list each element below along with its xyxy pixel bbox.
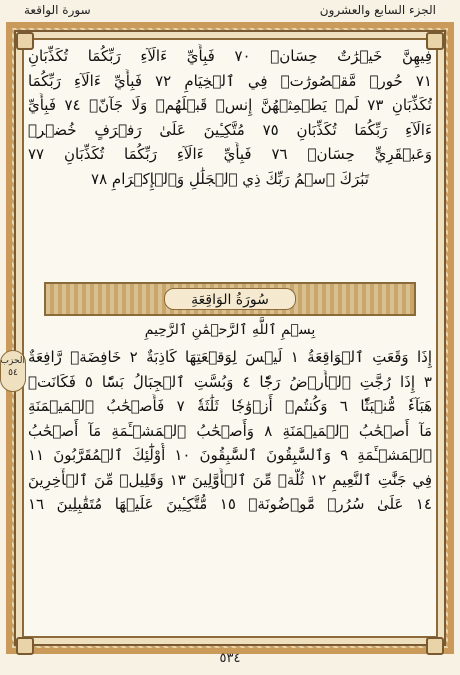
verse-line: ٧١ حُورٞ مَّقۡصُورَٰتٞ فِي ٱلۡخِيَامِ ٧٢ فَبِأَيِّ ءَالَآءِ رَبِّكُمَا xyxy=(28,71,432,90)
verse-line: مَآ أَصۡحَٰبُ ٱلۡمَيۡمَنَةِ ٨ وَأَصۡحَٰبُ ٱلۡمَشۡـَٔمَةِ مَآ أَصۡحَٰبُ xyxy=(28,421,432,440)
verse-line: ٣ إِذَا رُجَّتِ ٱلۡأَرۡضُ رَجّٗا ٤ وَبُسَّتِ ٱلۡجِبَالُ بَسّٗا ٥ فَكَانَتۡ xyxy=(28,372,432,391)
page-number: ٥٣٤ xyxy=(219,651,241,666)
surah-title: سُورَةُ الوَاقِعَةِ xyxy=(164,288,296,310)
corner-ornament-icon xyxy=(426,637,444,655)
hizb-label: الحزب xyxy=(0,356,25,366)
hizb-marker xyxy=(0,350,26,392)
surah-header-label: سورة الواقعة xyxy=(24,3,91,17)
verse-line: تَبَٰرَكَ ٱسۡمُ رَبِّكَ ذِي ٱلۡجَلَٰلِ وَٱلۡإِكۡرَامِ ٧٨ xyxy=(91,169,369,188)
verses-bottom-block xyxy=(28,345,432,517)
verse-line: ١٤ عَلَىٰ سُرُرٖ مَّوۡضُونَةٖ ١٥ مُّتَّكِـِٔينَ عَلَيۡهَا مُتَقَٰبِلِينَ ١٦ xyxy=(28,495,432,513)
hizb-number: ٥٤ xyxy=(8,368,18,378)
basmala: بِسۡمِ ٱللَّهِ ٱلرَّحۡمَٰنِ ٱلرَّحِيمِ xyxy=(144,322,316,338)
verse-line: وَعَبۡقَرِيٍّ حِسَانٖ ٧٦ فَبِأَيِّ ءَالَآءِ رَبِّكُمَا تُكَذِّبَانِ ٧٧ xyxy=(28,145,432,163)
verse-line: هَبَآءٗ مُّنۢبَثّٗا ٦ وَكُنتُمۡ أَزۡوَٰجٗا ثَلَٰثَةٗ ٧ فَأَصۡحَٰبُ ٱلۡمَيۡمَنَةِ xyxy=(28,397,432,415)
verses-top-block xyxy=(28,44,432,191)
verse-line: إِذَا وَقَعَتِ ٱلۡوَاقِعَةُ ١ لَيۡسَ لِوَقۡعَتِهَا كَاذِبَةٌ ٢ خَافِضَةٞ رَّافِعَةٌ xyxy=(28,348,432,366)
surah-title-banner xyxy=(44,282,416,316)
corner-ornament-icon xyxy=(16,637,34,655)
verse-line: ءَالَآءِ رَبِّكُمَا تُكَذِّبَانِ ٧٥ مُتَّكِـِٔينَ عَلَىٰ رَفۡرَفٍ خُضۡرٖ xyxy=(28,120,432,139)
juz-label: الجزء السابع والعشرون xyxy=(319,3,436,17)
page-header xyxy=(0,3,460,21)
verse-line: فِي جَنَّٰتِ ٱلنَّعِيمِ ١٢ ثُلَّةٞ مِّنَ ٱلۡأَوَّلِينَ ١٣ وَقَلِيلٞ مِّنَ ٱلۡأٓخِرِينَ xyxy=(28,470,432,489)
verse-line: فِيهِنَّ خَيۡرَٰتٌ حِسَانٞ ٧٠ فَبِأَيِّ ءَالَآءِ رَبِّكُمَا تُكَذِّبَانِ xyxy=(28,47,432,65)
verse-line: ٱلۡمَشۡـَٔمَةِ ٩ وَٱلسَّٰبِقُونَ ٱلسَّٰبِقُونَ ١٠ أُوْلَٰٓئِكَ ٱلۡمُقَرَّبُونَ ١١ xyxy=(28,446,432,464)
verse-line: تُكَذِّبَانِ ٧٣ لَمۡ يَطۡمِثۡهُنَّ إِنسٞ قَبۡلَهُمۡ وَلَا جَآنّٞ ٧٤ فَبِأَيِّ xyxy=(28,96,432,114)
